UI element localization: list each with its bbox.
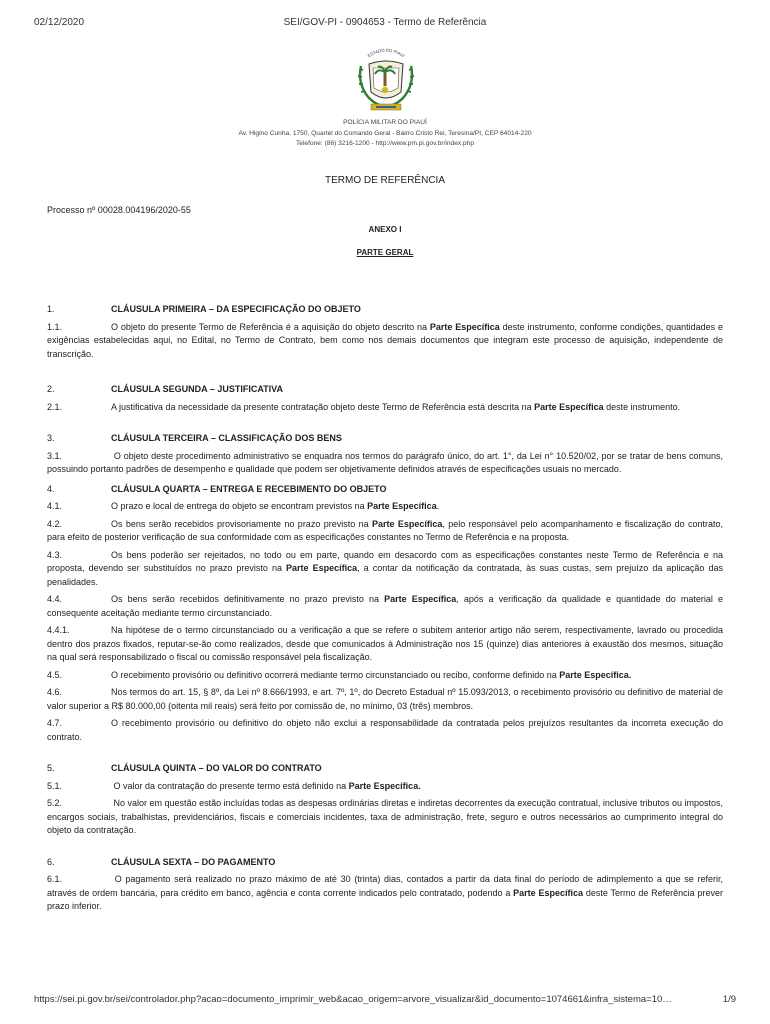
paragraph-1-1: 1.1. O objeto do presente Termo de Referência é a aquisição do objeto descrito na Parte Específica deste instrumento, conforme condições, quantidades e exigências estabelecidas aqui, no Edital, no Termo de Contrato, bem como nos demais documentos que integram este processo de aquisição, independente de transcrição. [47, 321, 723, 359]
paragraph-4-5: 4.5. O recebimento provisório ou definitivo ocorrerá mediante termo circunstanciado ou recibo, conforme definido na Parte Específica. [47, 669, 632, 680]
clause-3-title: CLÁUSULA TERCEIRA – CLASSIFICAÇÃO DOS BENS [111, 433, 342, 443]
clause-4-number: 4. [47, 483, 55, 494]
part-label: PARTE GERAL [356, 247, 414, 257]
print-doc-title: SEI/GOV-PI - 0904653 - Termo de Referência [283, 17, 487, 28]
paragraph-5-1: 5.1. O valor da contratação do presente termo está definido na Parte Específica. [47, 780, 421, 791]
document-title: TERMO DE REFERÊNCIA [324, 175, 445, 186]
print-url: https://sei.pi.gov.br/sei/controlador.php?acao=documento_imprimir_web&acao_origem=arvore_visualizar&id_documento=1074661&infra_sistema=10… [34, 994, 672, 1005]
process-number: Processo nº 00028.004196/2020-55 [47, 204, 191, 215]
document-body [47, 174, 723, 914]
clause-6-heading [47, 856, 723, 870]
paragraph-4-4-1: 4.4.1. Na hipótese de o termo circunstanciado ou a verificação a que se refere o subitem anterior artigo não serem, respectivamente, lavrado ou procedida dentro dos prazos fixados, reputar-se-ão como realizados, desde que comunicados à Administração nos 15 (quinze) dias anteriores à exaustão dos mesmos, situação na qual será responsabilizado o fiscal ou comissão responsável pela fiscalização. [47, 625, 723, 662]
institution-contact: Telefone: (86) 3216-1200 - http://www.pm.pi.gov.br/index.php [295, 140, 474, 147]
clause-2-title: CLÁUSULA SEGUNDA – JUSTIFICATIVA [111, 384, 284, 394]
state-crest-icon [351, 40, 421, 114]
page-number: 1/9 [722, 994, 736, 1005]
clause-5-heading [47, 762, 723, 776]
paragraph-5-2: 5.2. No valor em questão estão incluídas todas as despesas ordinárias diretas e indiretas decorrentes da execução contratual, inclusive tributos ou impostos, encargos sociais, trabalhistas, previdenciários, fiscais e comerciais incidentes, taxa de administração, frete, seguro e outros necessários ao cumprimento integral do objeto da contratação. [47, 798, 723, 835]
paragraph-3-1: 3.1. O objeto deste procedimento administrativo se enquadra nos termos do parágrafo único, do art. 1°, da Lei n° 10.520/02, por se tratar de bens comuns, possuindo portanto padrões de desempenho e qualidade que podem ser objetivamente definidos através de especificações usuais no mercado. [47, 450, 723, 474]
print-date: 02/12/2020 [34, 17, 85, 28]
clause-6-title: CLÁUSULA SEXTA – DO PAGAMENTO [111, 856, 276, 867]
annex-label: ANEXO I [368, 225, 402, 234]
svg-text:ESTADO DO PIAUÍ [367, 48, 407, 59]
clause-5-title: CLÁUSULA QUINTA – DO VALOR DO CONTRATO [111, 763, 322, 773]
clause-2-heading [47, 383, 723, 397]
clause-4-title: CLÁUSULA QUARTA – ENTREGA E RECEBIMENTO DO OBJETO [111, 483, 387, 494]
paragraph-4-3: 4.3. Os bens poderão ser rejeitados, no todo ou em parte, quando em desacordo com as especificações constantes neste Termo de Referência e na proposta, devendo ser substituídos no prazo previsto na Parte Específica, a contar da notificação da contratada, às suas custas, sem prejuízo da aplicação das penalidades. [47, 549, 724, 587]
paragraph-number: 3.1. [47, 450, 63, 461]
paragraph-4-6: 4.6. Nos termos do art. 15, § 8º, da Lei nº 8.666/1993, e art. 7º, 1º, do Decreto Estadual nº 15.093/2013, o recebimento provisório ou definitivo de material de valor superior a R$ 80.000,00 (oitenta mil reais) será feito por comissão de, no mínimo, 03 (três) membros. [47, 687, 723, 711]
paragraph-number: 1.1. [47, 321, 63, 332]
paragraph-6-1: 6.1. O pagamento será realizado no prazo máximo de até 30 (trinta) dias, contados a partir da data final do período de adimplemento a que se referir, através de ordem bancária, para crédito em banco, agência e conta corrente indicados pelo contratado, podendo a Parte Específica deste Termo de Referência prever prazo inferior. [47, 874, 723, 911]
paragraph-4-1: 4.1. O prazo e local de entrega do objeto se encontram previstos na Parte Específica. [47, 501, 440, 511]
institution-name: POLÍCIA MILITAR DO PIAUÍ [343, 119, 427, 126]
paragraph-2-1: 2.1. A justificativa da necessidade da presente contratação objeto deste Termo de Referência está descrita na Parte Específica deste instrumento. [47, 401, 723, 415]
clause-2-number: 2. [47, 384, 55, 394]
clause-3-heading [47, 432, 723, 446]
institution-header [0, 118, 770, 150]
clause-4-heading [47, 483, 723, 497]
clause-1-heading [47, 303, 723, 317]
institution-address: Av. Higino Cunha, 1750, Quartel do Comando Geral - Bairro Cristo Rei, Teresina/PI, CEP 64014-220 [238, 129, 532, 137]
crest-text: ESTADO DO PIAUÍ [366, 47, 406, 59]
clause-3-number: 3. [47, 433, 55, 443]
paragraph-4-7: 4.7. O recebimento provisório ou definitivo do objeto não exclui a responsabilidade da contratada pelos prejuízos resultantes da incorreta execução do contrato. [47, 718, 723, 742]
paragraph-4-2: 4.2. Os bens serão recebidos provisoriamente no prazo previsto na Parte Específica, pelo responsável pelo acompanhamento e fiscalização do contrato, para efeito de posterior verificação de sua conformidade com as especificações constantes no Termo de Referência e na proposta. [47, 518, 724, 542]
clause-5-number: 5. [47, 763, 55, 773]
paragraph-number: 2.1. [47, 401, 63, 412]
paragraph-4-4: 4.4. Os bens serão recebidos definitivamente no prazo previsto na Parte Específica, após a verificação da qualidade e quantidade do material e consequente aceitação mediante termo circunstanciado. [47, 594, 724, 618]
clause-1-number: 1. [47, 304, 55, 314]
clause-1-title: CLÁUSULA PRIMEIRA – DA ESPECIFICAÇÃO DO OBJETO [111, 304, 361, 314]
clause-6-number: 6. [47, 856, 55, 867]
